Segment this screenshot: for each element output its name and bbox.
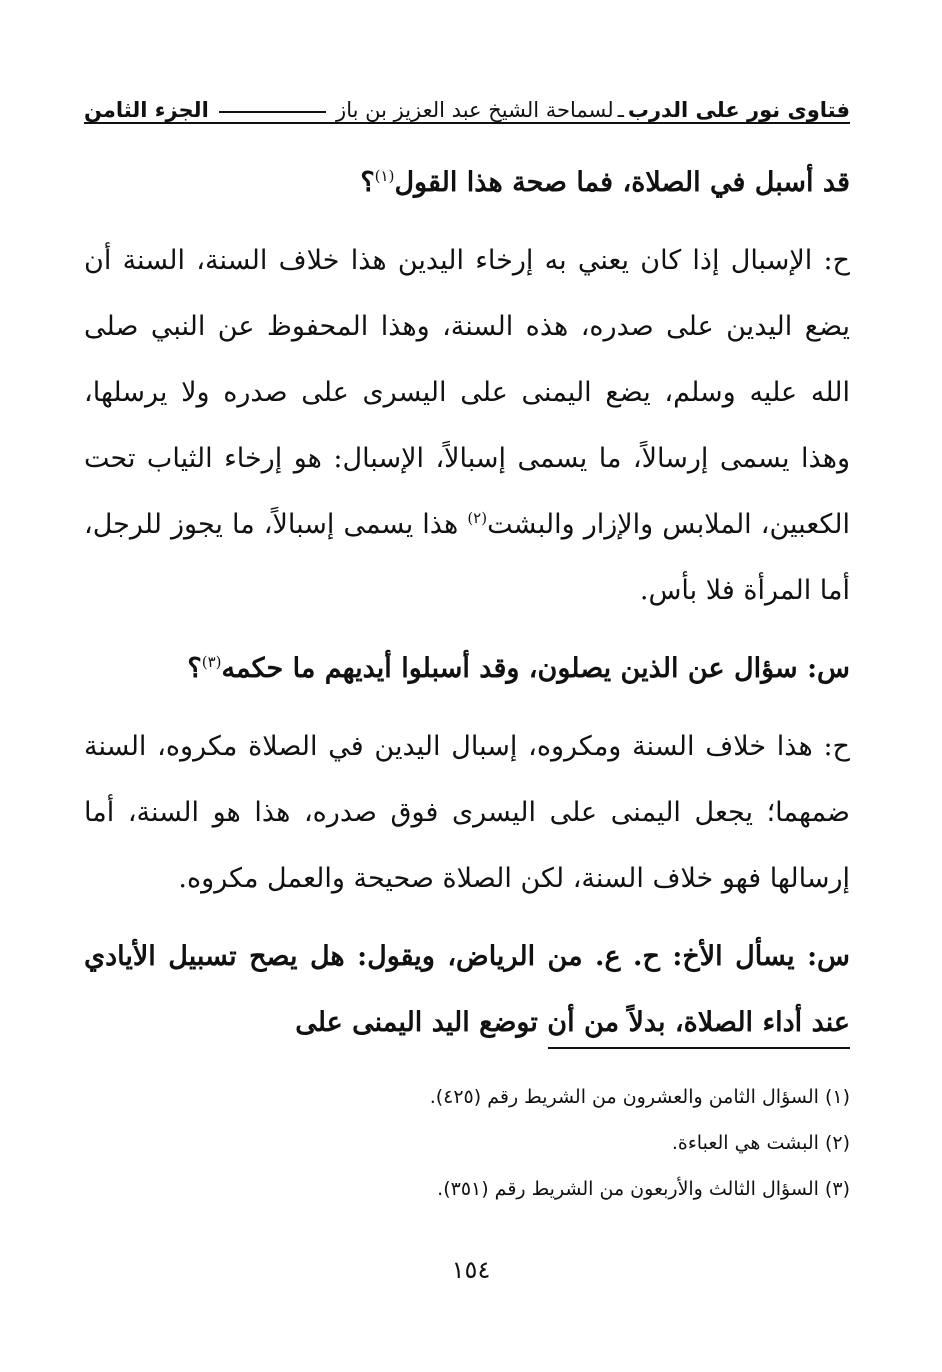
answer-paragraph bbox=[84, 714, 850, 912]
footnote-separator bbox=[548, 1047, 850, 1049]
question-paragraph bbox=[84, 924, 850, 1056]
question-continuation bbox=[84, 150, 850, 216]
footnote-marker: (١) bbox=[374, 167, 395, 185]
book-title: فتاوى نور على الدرب bbox=[627, 98, 850, 122]
footnote-1: (١) السؤال الثامن والعشرون من الشريط رقم (٤٢٥). bbox=[429, 1086, 850, 1108]
book-author: لسماحة الشيخ عبد العزيز بن باز bbox=[336, 98, 614, 122]
footnote-marker: (٢) bbox=[467, 509, 488, 527]
volume-label: الجزء الثامن bbox=[84, 98, 209, 122]
paragraph-text: قد أسبل في الصلاة، فما صحة هذا القول bbox=[394, 167, 850, 198]
footnotes bbox=[84, 1074, 850, 1212]
paragraph-end: هذا يسمى إسبالاً، ما يجوز للرجل، أما المرأة فلا بأس. bbox=[84, 509, 850, 606]
footnote-2: (٢) البشت هي العباءة. bbox=[671, 1132, 850, 1154]
page-body bbox=[84, 150, 850, 1056]
answer-paragraph bbox=[84, 228, 850, 624]
paragraph-text: س: يسأل الأخ: ح. ع. من الرياض، ويقول: هل يصح تسبيل الأيادي عند أداء الصلاة، بدلاً من أن توضع اليد اليمنى على bbox=[84, 941, 850, 1038]
header-rule bbox=[219, 111, 326, 113]
footnote-3: (٣) السؤال الثالث والأربعون من الشريط رقم (٣٥١). bbox=[437, 1178, 850, 1200]
question-paragraph bbox=[84, 636, 850, 702]
paragraph-end: ؟ bbox=[187, 653, 202, 684]
page-number: ١٥٤ bbox=[451, 1256, 491, 1284]
header-dash: ـ bbox=[617, 98, 624, 122]
paragraph-text: ح: هذا خلاف السنة ومكروه، إسبال اليدين في الصلاة مكروه، السنة ضمهما؛ يجعل اليمنى على اليسرى فوق صدره، هذا هو السنة، أما إرسالها فهو خلاف السنة، لكن الصلاة صحيحة والعمل مكروه. bbox=[84, 731, 850, 894]
paragraph-text: س: سؤال عن الذين يصلون، وقد أسبلوا أيديهم ما حكمه bbox=[221, 653, 850, 684]
running-header bbox=[84, 82, 850, 124]
paragraph-end: ؟ bbox=[360, 167, 375, 198]
paragraph-text: ح: الإسبال إذا كان يعني به إرخاء اليدين هذا خلاف السنة، السنة أن يضع اليدين على صدره، هذه السنة، وهذا المحفوظ عن النبي صلى الله عليه وسلم، يضع اليمنى على اليسرى على صدره ولا يرسلها، وهذا يسمى إرسالاً، ما يسمى إسبالاً، الإسبال: هو إرخاء الثياب تحت الكعبين، الملابس والإزار والبشت bbox=[84, 245, 850, 540]
footnote-marker: (٣) bbox=[201, 653, 222, 671]
